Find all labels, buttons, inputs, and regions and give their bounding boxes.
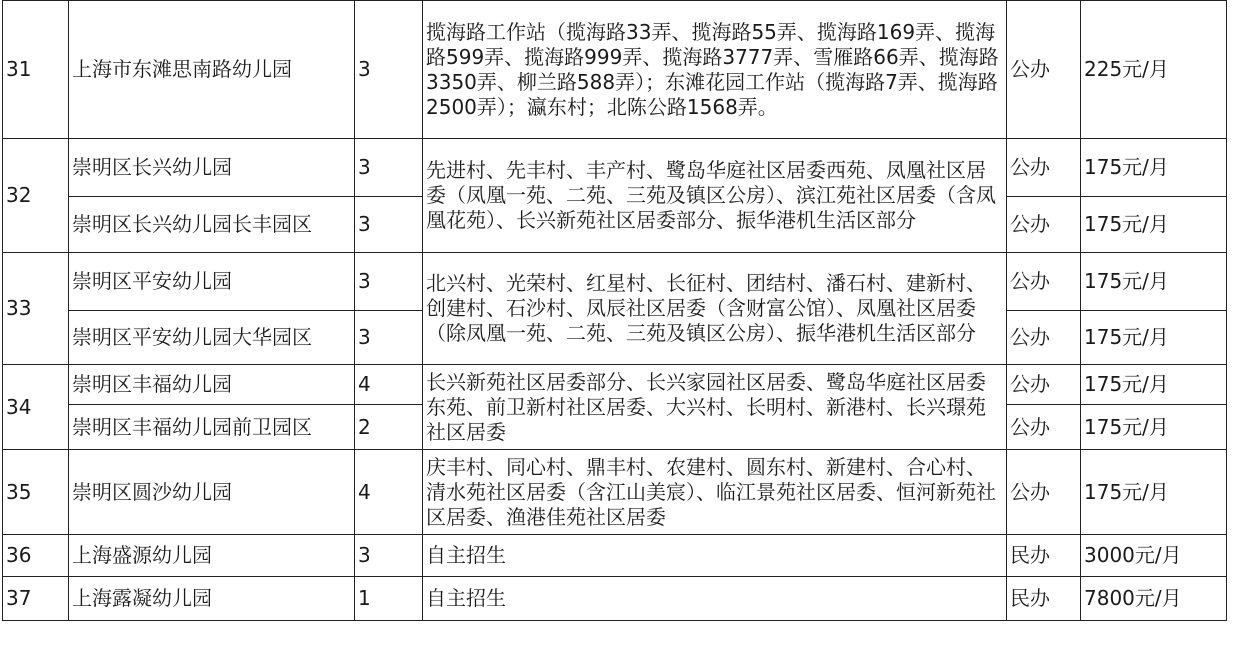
kindergarten-table xyxy=(2,0,1227,621)
class-count: 3 xyxy=(355,139,423,197)
school-fee: 175元/月 xyxy=(1081,197,1227,253)
school-type: 公办 xyxy=(1007,197,1081,253)
school-name: 崇明区圆沙幼儿园 xyxy=(69,450,355,535)
school-fee: 225元/月 xyxy=(1081,1,1227,139)
school-type: 公办 xyxy=(1007,1,1081,139)
school-type: 公办 xyxy=(1007,365,1081,405)
class-count: 1 xyxy=(355,577,423,621)
school-name: 上海盛源幼儿园 xyxy=(69,535,355,577)
class-count: 3 xyxy=(355,311,423,365)
school-type: 公办 xyxy=(1007,311,1081,365)
table-row xyxy=(3,139,1227,197)
table-row xyxy=(3,535,1227,577)
school-type: 民办 xyxy=(1007,577,1081,621)
enrollment-area: 北兴村、光荣村、红星村、长征村、团结村、潘石村、建新村、创建村、石沙村、凤辰社区居委（含财富公馆）、凤凰社区居委（除凤凰一苑、二苑、三苑及镇区公房）、振华港机生活区部分 xyxy=(423,253,1007,365)
row-number: 34 xyxy=(3,365,69,450)
school-fee: 175元/月 xyxy=(1081,450,1227,535)
school-name: 崇明区丰福幼儿园前卫园区 xyxy=(69,405,355,450)
enrollment-area: 庆丰村、同心村、鼎丰村、农建村、圆东村、新建村、合心村、清水苑社区居委（含江山美宸）、临江景苑社区居委、恒河新苑社区居委、渔港佳苑社区居委 xyxy=(423,450,1007,535)
enrollment-area: 先进村、先丰村、丰产村、鹭岛华庭社区居委西苑、凤凰社区居委（凤凰一苑、二苑、三苑及镇区公房）、滨江苑社区居委（含凤凰花苑）、长兴新苑社区居委部分、振华港机生活区部分 xyxy=(423,139,1007,253)
class-count: 2 xyxy=(355,405,423,450)
class-count: 3 xyxy=(355,535,423,577)
class-count: 3 xyxy=(355,197,423,253)
table-row xyxy=(3,577,1227,621)
row-number: 33 xyxy=(3,253,69,365)
enrollment-area: 自主招生 xyxy=(423,535,1007,577)
row-number: 36 xyxy=(3,535,69,577)
row-number: 31 xyxy=(3,1,69,139)
enrollment-area: 揽海路工作站（揽海路33弄、揽海路55弄、揽海路169弄、揽海路599弄、揽海路999弄、揽海路3777弄、雪雁路66弄、揽海路3350弄、柳兰路588弄）；东滩花园工作站（揽海路7弄、揽海路2500弄）；瀛东村；北陈公路1568弄。 xyxy=(423,1,1007,139)
school-fee: 175元/月 xyxy=(1081,405,1227,450)
row-number: 37 xyxy=(3,577,69,621)
table-row xyxy=(3,365,1227,405)
class-count: 4 xyxy=(355,365,423,405)
school-type: 公办 xyxy=(1007,253,1081,311)
school-name: 崇明区平安幼儿园大华园区 xyxy=(69,311,355,365)
school-fee: 7800元/月 xyxy=(1081,577,1227,621)
school-fee: 175元/月 xyxy=(1081,253,1227,311)
school-fee: 175元/月 xyxy=(1081,365,1227,405)
school-fee: 3000元/月 xyxy=(1081,535,1227,577)
class-count: 4 xyxy=(355,450,423,535)
class-count: 3 xyxy=(355,1,423,139)
table-row xyxy=(3,1,1227,139)
school-name: 崇明区丰福幼儿园 xyxy=(69,365,355,405)
class-count: 3 xyxy=(355,253,423,311)
school-type: 公办 xyxy=(1007,405,1081,450)
school-name: 崇明区平安幼儿园 xyxy=(69,253,355,311)
school-fee: 175元/月 xyxy=(1081,139,1227,197)
table-row xyxy=(3,450,1227,535)
school-name: 上海露凝幼儿园 xyxy=(69,577,355,621)
school-type: 公办 xyxy=(1007,450,1081,535)
row-number: 32 xyxy=(3,139,69,253)
school-name: 崇明区长兴幼儿园 xyxy=(69,139,355,197)
enrollment-area: 自主招生 xyxy=(423,577,1007,621)
school-fee: 175元/月 xyxy=(1081,311,1227,365)
school-type: 公办 xyxy=(1007,139,1081,197)
row-number: 35 xyxy=(3,450,69,535)
school-name: 上海市东滩思南路幼儿园 xyxy=(69,1,355,139)
enrollment-area: 长兴新苑社区居委部分、长兴家园社区居委、鹭岛华庭社区居委东苑、前卫新村社区居委、大兴村、长明村、新港村、长兴璟苑社区居委 xyxy=(423,365,1007,450)
school-type: 民办 xyxy=(1007,535,1081,577)
table-row xyxy=(3,253,1227,311)
school-name: 崇明区长兴幼儿园长丰园区 xyxy=(69,197,355,253)
